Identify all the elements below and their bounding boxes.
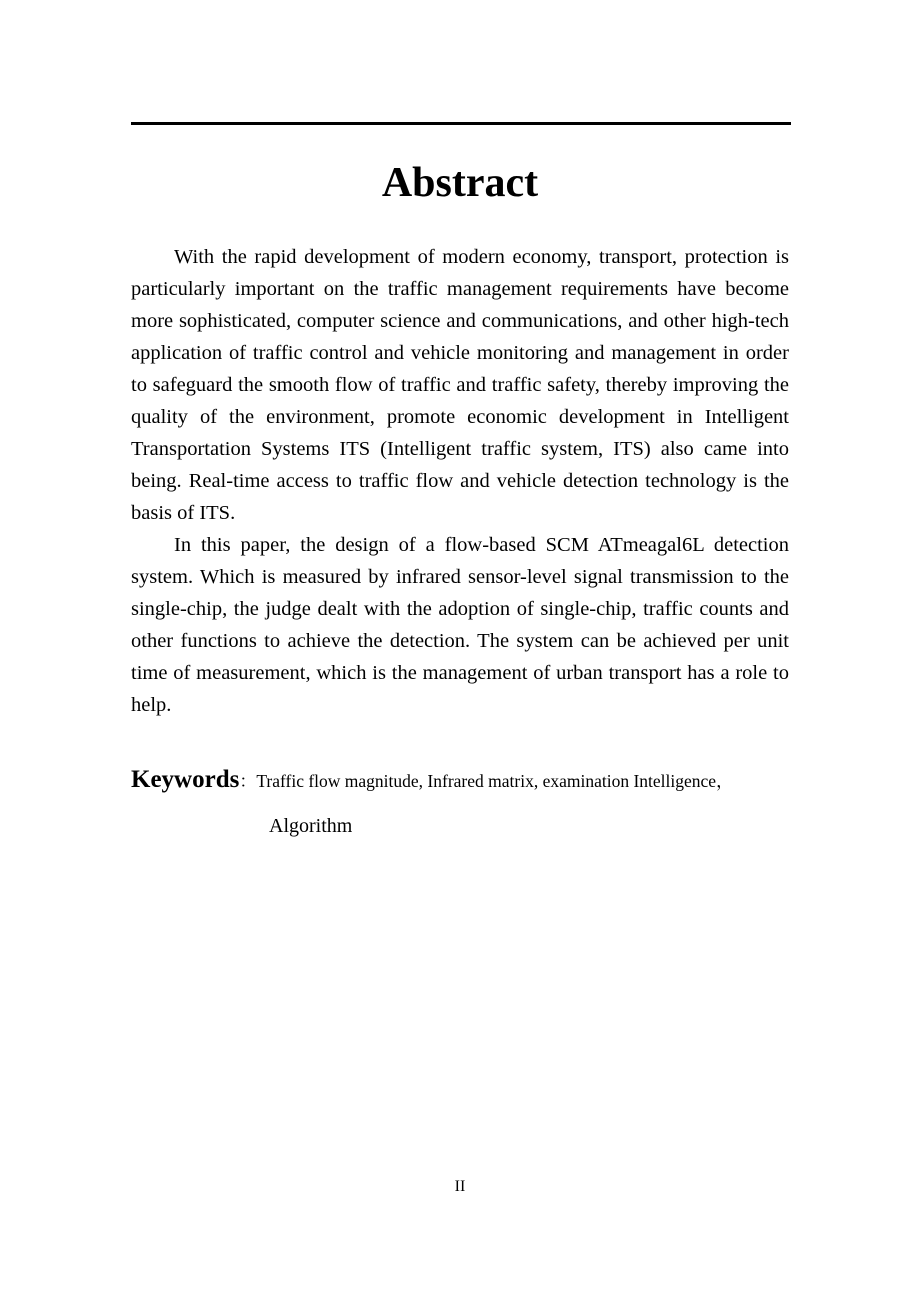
keywords-list: Traffic flow magnitude, Infrared matrix, examination Intelligence，	[256, 771, 734, 791]
keywords-list-continued: Algorithm	[269, 815, 353, 837]
page-number: II	[454, 1178, 466, 1195]
abstract-paragraph-1: With the rapid development of modern economy, transport, protection is particularly important on the traffic management requirements have become more sophisticated, computer science and communications, and other high-tech application of traffic control and vehicle monitoring and management in order to safeguard the smooth flow of traffic and traffic safety, thereby improving the quality of the environment, promote economic development in Intelligent Transportation Systems ITS (Intelligent traffic system, ITS) also came into being. Real-time access to traffic flow and vehicle detection technology is the basis of ITS.	[131, 246, 789, 524]
page-title: Abstract	[381, 160, 539, 206]
keywords-label: Keywords	[131, 766, 240, 793]
abstract-body	[131, 241, 789, 721]
keywords-line	[131, 762, 811, 801]
header-rule	[131, 122, 791, 125]
keywords-separator: ：	[239, 772, 257, 791]
abstract-paragraph-2: In this paper, the design of a flow-based SCM ATmeagal6L detection system. Which is measured by infrared sensor-level signal transmission to the single-chip, the judge dealt with the adoption of single-chip, traffic counts and other functions to achieve the detection. The system can be achieved per unit time of measurement, which is the management of urban transport has a role to help.	[131, 534, 789, 716]
